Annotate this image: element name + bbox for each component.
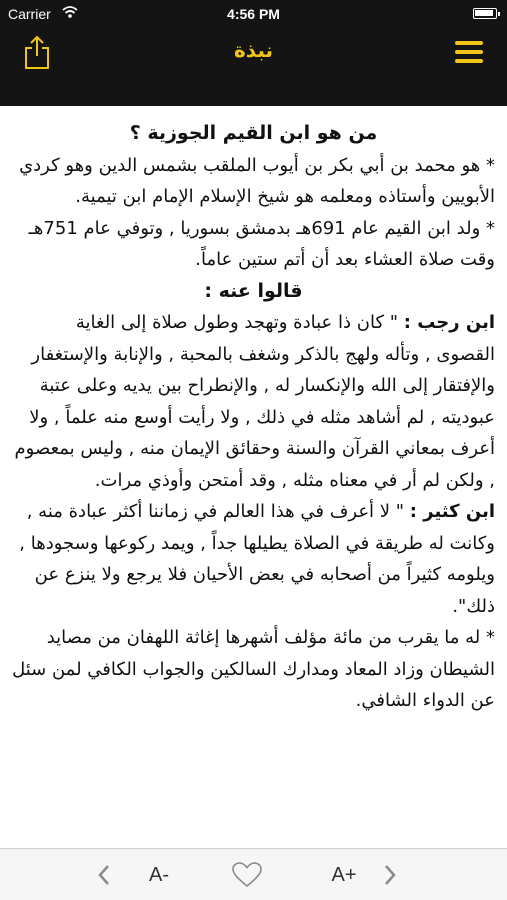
font-increase-button[interactable]: A+ <box>331 864 357 886</box>
section-heading-quotes: قالوا عنه : <box>204 279 303 302</box>
quote-ibn-rajab <box>12 307 495 496</box>
paragraph-bio: * هو محمد بن أبي بكر بن أيوب الملقب بشمس الدين وهو كردي الأبويين وأستاذه ومعلمه هو شيخ الإسلام الإمام ابن تيمية. <box>19 154 495 207</box>
favorite-button[interactable] <box>230 859 264 891</box>
article-heading: من هو ابن القيم الجوزية ؟ <box>129 122 378 144</box>
font-decrease-button[interactable]: A- <box>149 864 169 886</box>
quote-author-ibn-rajab: ابن رجب : <box>403 312 495 333</box>
hamburger-menu-icon <box>455 41 485 63</box>
quote-text-ibn-kathir: " لا أعرف في هذا العالم في زماننا أكثر عبادة منه , وكانت له طريقة في الصلاة يطيلها جداً , ويمد ركوعها وسجودها , ويلومه كثيراً من أصحابه في بعض الأحيان فلا يرجع ولا ينزع عن ذلك". <box>19 501 495 617</box>
page-title: نبذة <box>233 38 274 62</box>
chevron-right-icon <box>383 864 397 886</box>
article-body[interactable] <box>0 106 507 848</box>
paragraph-birth-death: * ولد ابن القيم عام 691هـ بدمشق بسوريا , وتوفي عام 751هـ وقت صلاة العشاء بعد أن أتم ستين عاماً. <box>28 217 495 270</box>
chevron-left-icon <box>97 864 111 886</box>
next-button[interactable] <box>378 859 402 891</box>
paragraph-books: * له ما يقرب من مائة مؤلف أشهرها إغاثة اللهفان من مصايد الشيطان وزاد المعاد ومدارك السالكين والجواب الكافي لمن سئل عن الدواء الشافي. <box>12 627 495 711</box>
quote-ibn-kathir <box>12 496 495 622</box>
status-bar <box>0 0 507 28</box>
quote-author-ibn-kathir: ابن كثير : <box>409 501 495 522</box>
carrier-label: Carrier <box>8 6 51 22</box>
top-bar <box>0 0 507 106</box>
bottom-toolbar <box>0 848 507 900</box>
previous-button[interactable] <box>92 859 116 891</box>
battery-icon <box>473 8 497 19</box>
quote-text-ibn-rajab: " كان ذا عبادة وتهجد وطول صلاة إلى الغاية القصوى , وتأله ولهج بالذكر وشغف بالمحبة , والإنابة والإستغفار والإفتقار إلى الله والإنكسار له , والإنطراح بين يديه وعلى عتبة عبوديته , لم أشاهد مثله في ذلك , ولا رأيت أوسع منه علماً , ولا أعرف بمعاني القرآن والسنة وحقائق الإيمان منه , وليس بمعصوم , ولكن لم أر في معناه مثله , وقد أمتحن وأوذي مرات. <box>14 312 495 491</box>
heart-icon <box>232 862 262 888</box>
status-time: 4:56 PM <box>227 6 280 22</box>
menu-button[interactable] <box>455 41 485 63</box>
